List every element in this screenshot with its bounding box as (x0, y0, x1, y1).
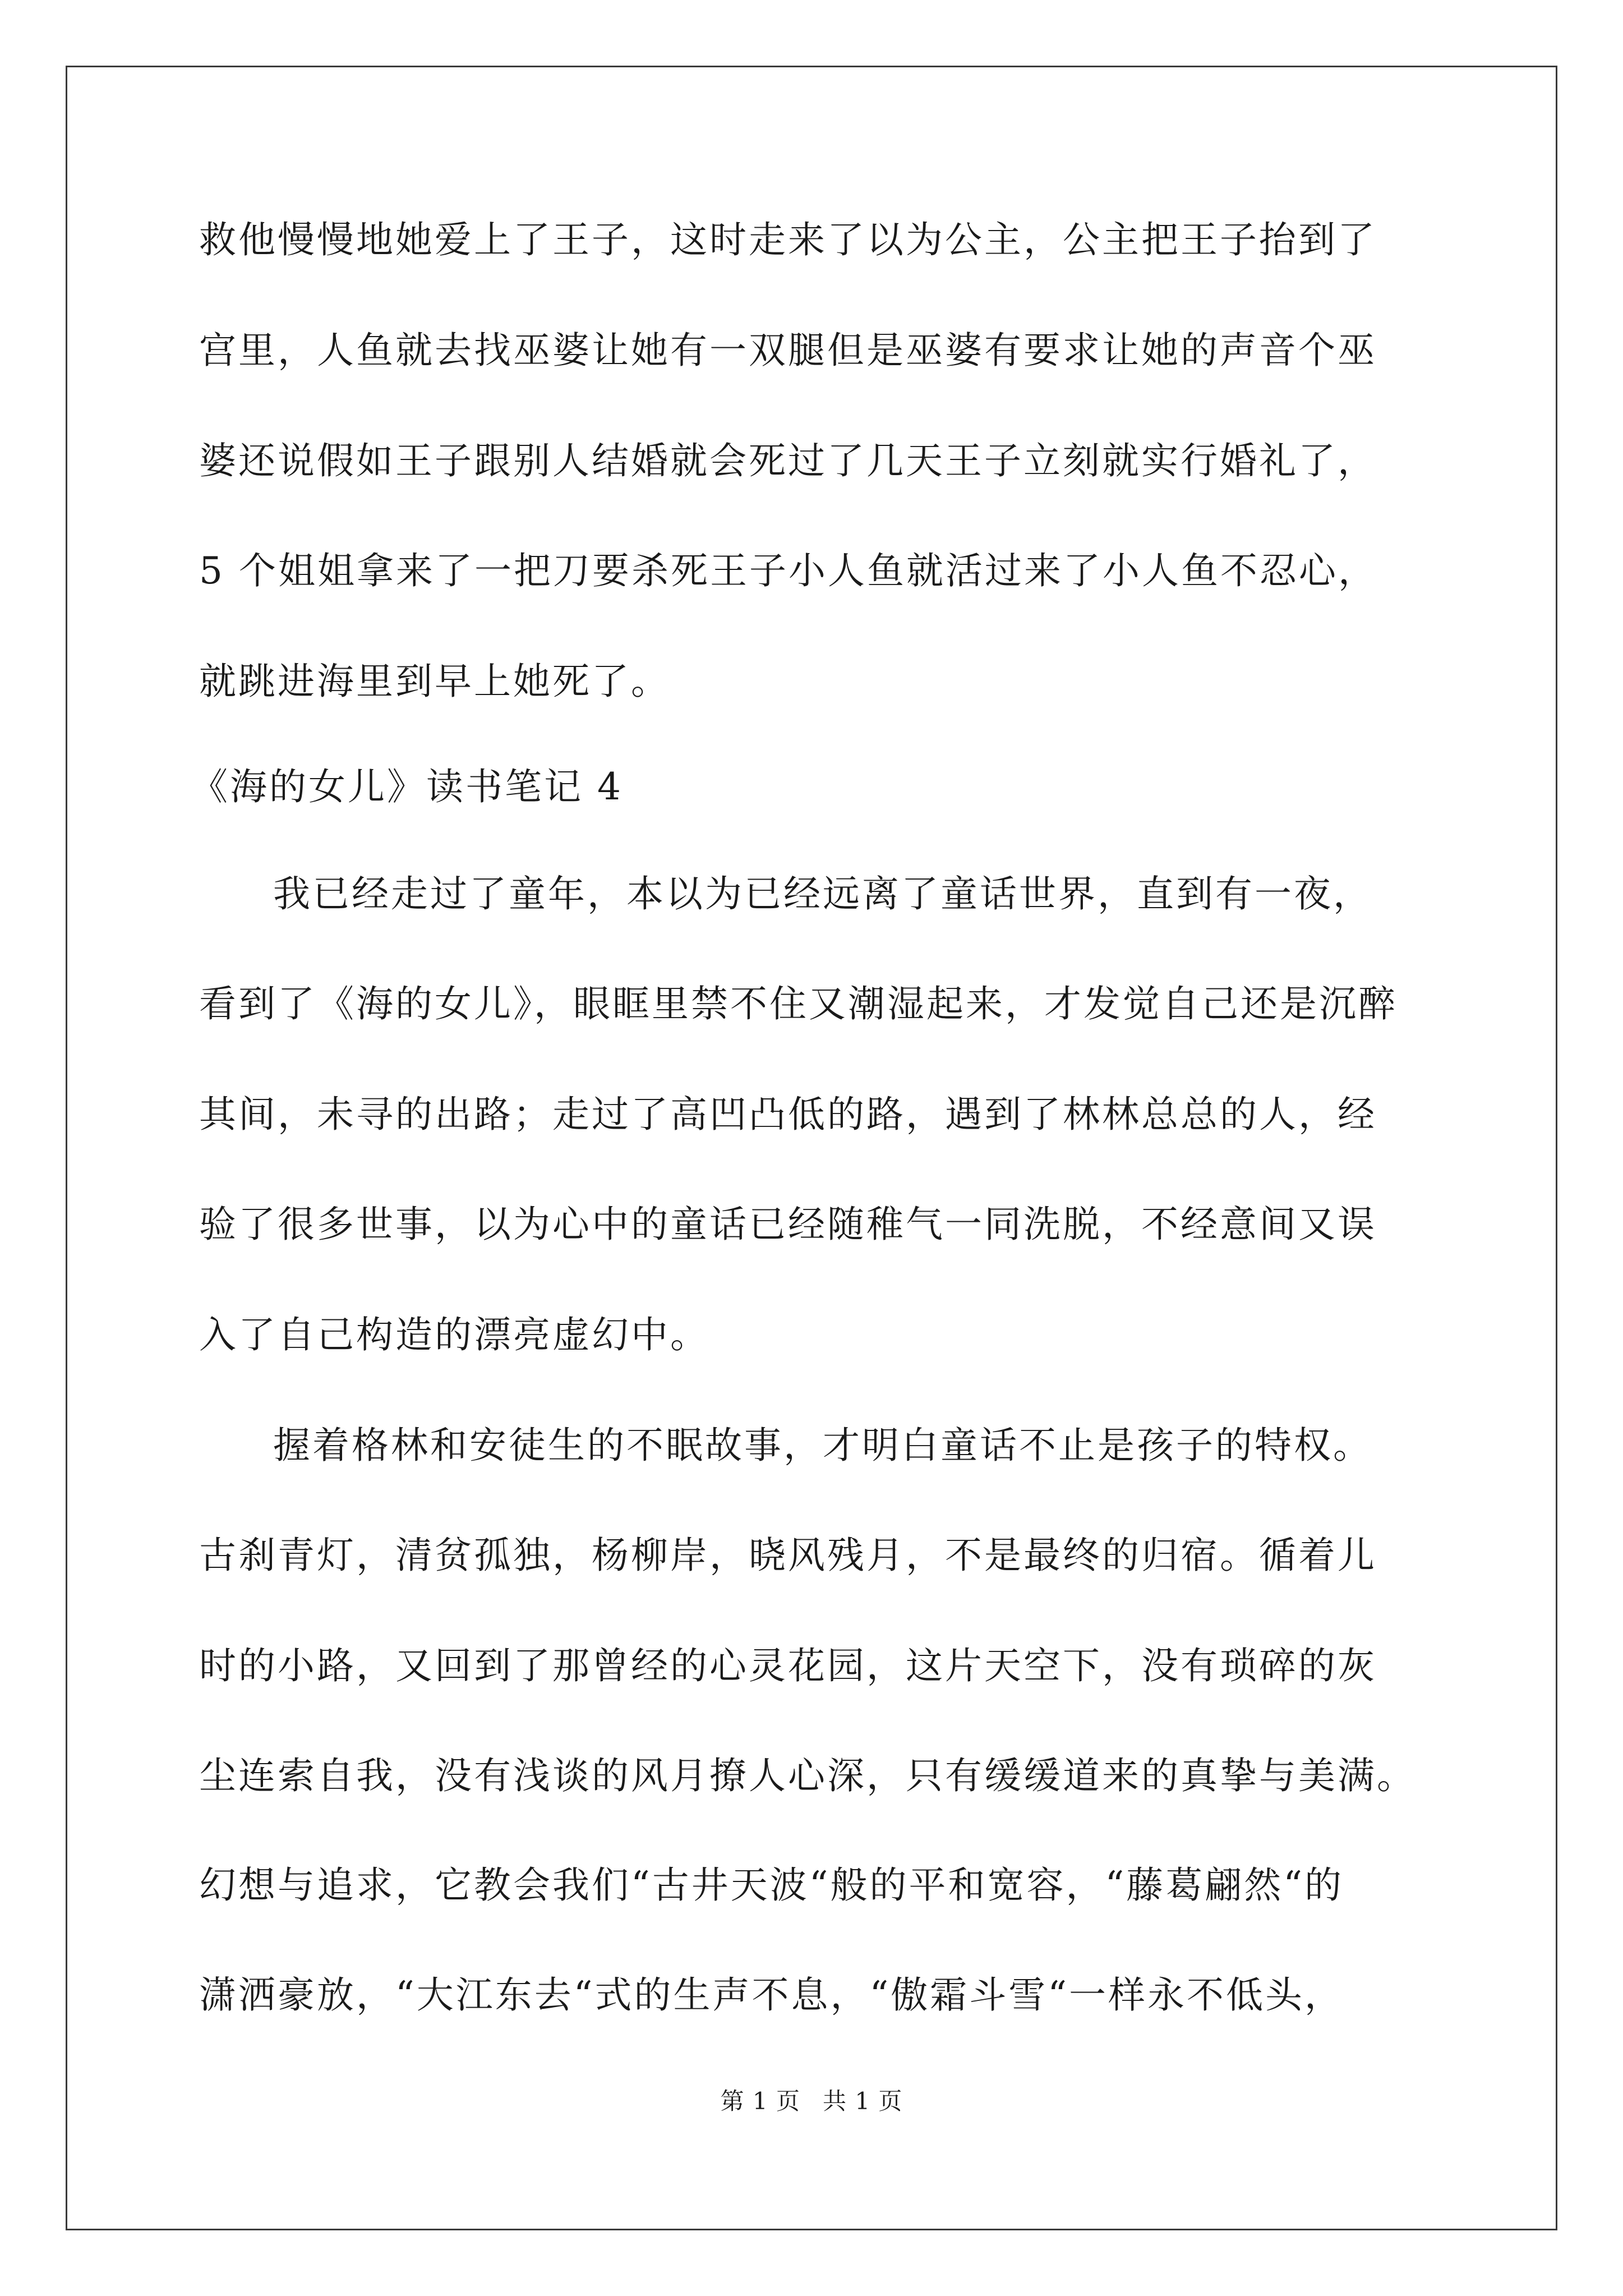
paragraph-2-line-3: 时的小路，又回到了那曾经的心灵花园，这片天空下，没有琐碎的灰 (199, 1644, 1377, 1687)
page-total: 共 1 页 (823, 2087, 903, 2115)
paragraph-2-line-2: 古刹青灯，清贫孤独，杨柳岸，晓风残月，不是最终的归宿。循着儿 (199, 1534, 1377, 1577)
paragraph-1-line-5: 入了自己构造的漂亮虚幻中。 (199, 1313, 709, 1356)
paragraph-2-line-6: 潇洒豪放，“大江东去“式的生声不息，“傲霜斗雪“一样永不低头， (199, 1973, 1344, 2017)
page-footer (0, 2085, 1623, 2118)
paragraph-1-line-3: 其间，未寻的出路；走过了高凹凸低的路，遇到了林林总总的人，经 (199, 1093, 1377, 1136)
paragraph-2-line-4: 尘连索自我，没有浅谈的风月撩人心深，只有缓缓道来的真挚与美满。 (199, 1754, 1416, 1797)
body-line-4: 5 个姐姐拿来了一把刀要杀死王子小人鱼就活过来了小人鱼不忍心， (199, 549, 1377, 592)
body-line-3: 婆还说假如王子跟别人结婚就会死过了几天王子立刻就实行婚礼了， (199, 439, 1377, 482)
paragraph-1-line-2: 看到了《海的女儿》，眼眶里禁不住又潮湿起来，才发觉自己还是沉醉 (199, 982, 1398, 1025)
paragraph-1-line-1: 我已经走过了童年，本以为已经远离了童话世界，直到有一夜， (273, 872, 1372, 915)
section-title: 《海的女儿》读书笔记 4 (191, 765, 623, 808)
page-number: 第 1 页 (720, 2087, 800, 2115)
paragraph-2-line-1: 握着格林和安徒生的不眠故事，才明白童话不止是孩子的特权。 (273, 1424, 1372, 1467)
body-line-1: 救他慢慢地她爱上了王子，这时走来了以为公主，公主把王子抬到了 (199, 218, 1377, 261)
body-line-2: 宫里，人鱼就去找巫婆让她有一双腿但是巫婆有要求让她的声音个巫 (199, 329, 1377, 372)
paragraph-2-line-5: 幻想与追求，它教会我们“古井天波“般的平和宽容，“藤葛翩然“的 (199, 1864, 1344, 1907)
paragraph-1-line-4: 验了很多世事，以为心中的童话已经随稚气一同洗脱，不经意间又误 (199, 1203, 1377, 1246)
body-line-5: 就跳进海里到早上她死了。 (199, 660, 670, 703)
